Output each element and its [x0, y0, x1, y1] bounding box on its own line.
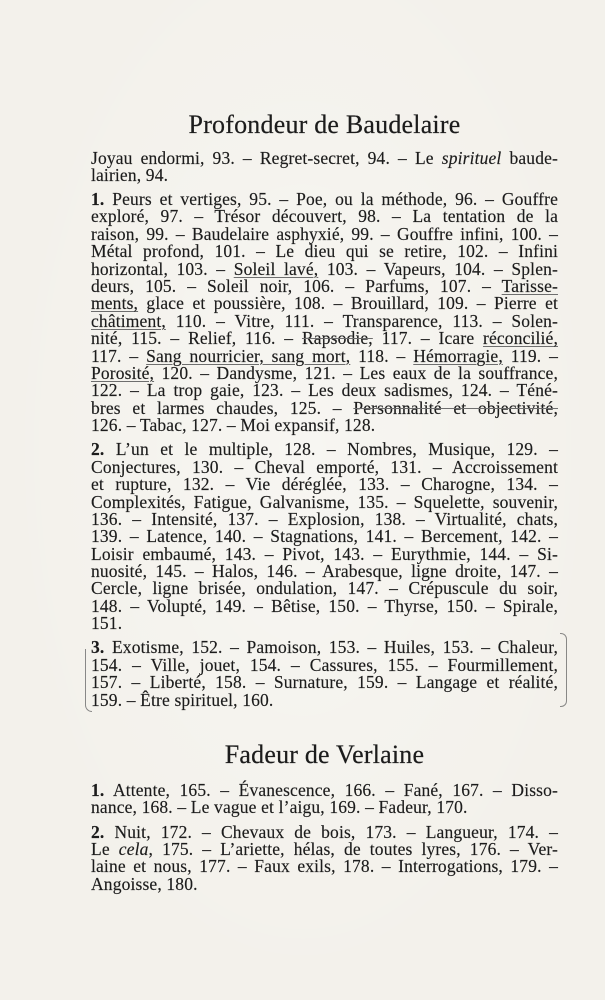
section-entries — [91, 147, 559, 710]
pencil-underlined-text: Tarisse- — [501, 276, 558, 297]
pencil-underlined-text: châtiment, — [91, 310, 166, 331]
toc-entry-text: Cercle, ligne brisée, ondulation, 147. – Crépuscule du soir, — [91, 578, 558, 599]
toc-entry-text: 119. – — [502, 345, 558, 366]
toc-entry-text: nité, 115. – Relief, 116. – — [91, 328, 302, 349]
pencil-underlined-text: réconcilié, — [482, 328, 558, 349]
section-entries — [91, 782, 558, 893]
text-line — [91, 799, 558, 816]
toc-entry-text: 139. – Latence, 140. – Stagnations, 141. – Bercement, 142. – — [91, 526, 558, 547]
toc-paragraph — [91, 147, 558, 185]
section-title: Profondeur de Baudelaire — [188, 110, 461, 139]
toc-paragraph — [91, 639, 558, 709]
text-line — [91, 689, 558, 710]
toc-entry-text: 154. – Ville, jouet, 154. – Cassures, 155. – Fourmillement, — [91, 654, 558, 675]
toc-entry-text: Conjectures, 130. – Cheval emporté, 131. – Accroissement — [91, 456, 558, 477]
toc-entry-text: baude- — [501, 147, 558, 168]
toc-paragraph — [91, 782, 558, 817]
toc-entry-text: 159. – Être spirituel, 160. — [91, 689, 274, 710]
toc-entry-text: 136. – Intensité, 137. – Explosion, 138. – Virtualité, chats, — [91, 508, 558, 529]
toc-entry-text: Complexités, Fatigue, Galvanisme, 135. – Squelette, souvenir, — [91, 491, 558, 512]
pencil-struck-text: Personnalité et objectivité, — [353, 397, 558, 418]
toc-entry-text: 117. – — [91, 345, 147, 366]
toc-entry-text: Peurs et vertiges, 95. – Poe, ou la méthode, 96. – Gouffre — [112, 189, 558, 210]
toc-entry-text: raison, 99. – Baudelaire asphyxié, 99. – Gouffre infini, 100. – — [91, 223, 558, 244]
toc-entry-text: Joyau endormi, 93. – Regret-secret, 94. – Le — [91, 147, 442, 168]
toc-entry-text: Métal profond, 101. – Le dieu qui se retire, 102. – Infini — [91, 241, 558, 262]
toc-entry-text: 120. – Dandysme, 121. – Les eaux de la souffrance, — [154, 362, 558, 383]
toc-entry-text: exploré, 97. – Trésor découvert, 98. – La tentation de la — [91, 206, 558, 227]
pencil-underlined-text: Sang nourricier, sang mort, — [146, 345, 351, 366]
paragraph-number: 2. — [91, 821, 105, 842]
toc-entry-text: lairien, 94. — [91, 164, 169, 185]
toc-entry-text: 122. – La trop gaie, 123. – Les deux sadismes, 124. – Téné- — [91, 380, 558, 401]
toc-entry-text: Exotisme, 152. – Pamoison, 153. – Huiles, 153. – Chaleur, — [111, 637, 558, 658]
toc-entry-text: glace et poussière, 108. – Brouillard, 109. – Pierre et — [138, 293, 558, 314]
toc-entry-text: deurs, 105. – Soleil noir, 106. – Parfums, 107. – — [91, 276, 502, 297]
text-line — [91, 595, 558, 616]
text-line — [91, 417, 558, 434]
pencil-underlined-text: Soleil lavé, — [233, 258, 319, 279]
toc-entry-text: nuosité, 145. – Halos, 146. – Arabesque, ligne droite, 147. – — [91, 561, 558, 582]
paragraph-number: 3. — [91, 637, 105, 658]
toc-entry-text: 103. – Vapeurs, 104. – Splen- — [318, 258, 558, 279]
pencil-struck-text: Rapsodie, — [301, 328, 373, 349]
toc-entry-text: L’un et le multiple, 128. – Nombres, Musique, 129. – — [115, 439, 559, 460]
toc-entry-text: Loisir embaumé, 143. – Pivot, 143. – Eurythmie, 144. – Si- — [91, 543, 558, 564]
pencil-underlined-text: ments, — [91, 293, 139, 314]
toc-section-verlaine — [91, 740, 558, 893]
toc-entry-text: 157. – Liberté, 158. – Surnature, 159. – Langage et réalité, — [91, 672, 558, 693]
toc-entry-text: Nuit, 172. – Chevaux de bois, 173. – Langueur, 174. – — [114, 821, 558, 842]
toc-entry-text: 118. – — [350, 345, 414, 366]
toc-paragraph — [91, 821, 558, 894]
pencil-underlined-text: Porosité, — [91, 362, 155, 383]
section-title: Fadeur de Verlaine — [224, 740, 425, 769]
toc-paragraph — [91, 441, 558, 632]
toc-entry-text: 117. – Icare — [372, 328, 483, 349]
text-line — [91, 164, 558, 185]
toc-entry-text: Angoisse, 180. — [91, 873, 198, 894]
pencil-bracket-right — [560, 633, 567, 707]
toc-entry-text: nance, 168. – Le vague et l’aigu, 169. – Fadeur, 170. — [91, 797, 468, 818]
toc-entry-text: laine et nous, 177. – Faux exils, 178. – Interrogations, 179. – — [91, 856, 558, 877]
table-of-contents — [91, 110, 558, 893]
toc-entry-text: 148. – Volupté, 149. – Bêtise, 150. – Thyrse, 150. – Spirale, — [91, 595, 558, 616]
toc-entry-text: horizontal, 103. – — [91, 258, 234, 279]
toc-section-baudelaire — [91, 110, 558, 709]
toc-entry-text: Le — [91, 838, 119, 859]
toc-entry-text: et rupture, 132. – Vie déréglée, 133. – Charogne, 134. – — [91, 474, 558, 495]
toc-entry-text: 110. – Vitre, 111. – Transparence, 113. – Solen- — [165, 310, 558, 331]
toc-paragraph — [91, 191, 558, 434]
toc-entry-text: 151. — [91, 613, 123, 634]
paragraph-number: 1. — [91, 780, 105, 800]
pencil-bracket-left — [85, 649, 92, 712]
toc-entry-text: bres et larmes chaudes, 125. – — [91, 397, 354, 418]
paragraph-number: 2. — [91, 439, 105, 460]
toc-entry-text: , 175. – L’ariette, hélas, de toutes lyres, 176. – Ver- — [148, 838, 558, 859]
text-line — [91, 873, 558, 894]
text-line — [91, 615, 558, 632]
toc-entry-text: 126. – Tabac, 127. – Moi expansif, 128. — [91, 415, 376, 436]
paragraph-number: 1. — [91, 189, 105, 210]
toc-entry-text: Attente, 165. – Évanescence, 166. – Fané, 167. – Disso- — [112, 780, 558, 800]
italic-text: cela — [118, 838, 149, 859]
italic-text: spirituel — [441, 147, 502, 168]
pencil-underlined-text: Hémorragie, — [413, 345, 503, 366]
